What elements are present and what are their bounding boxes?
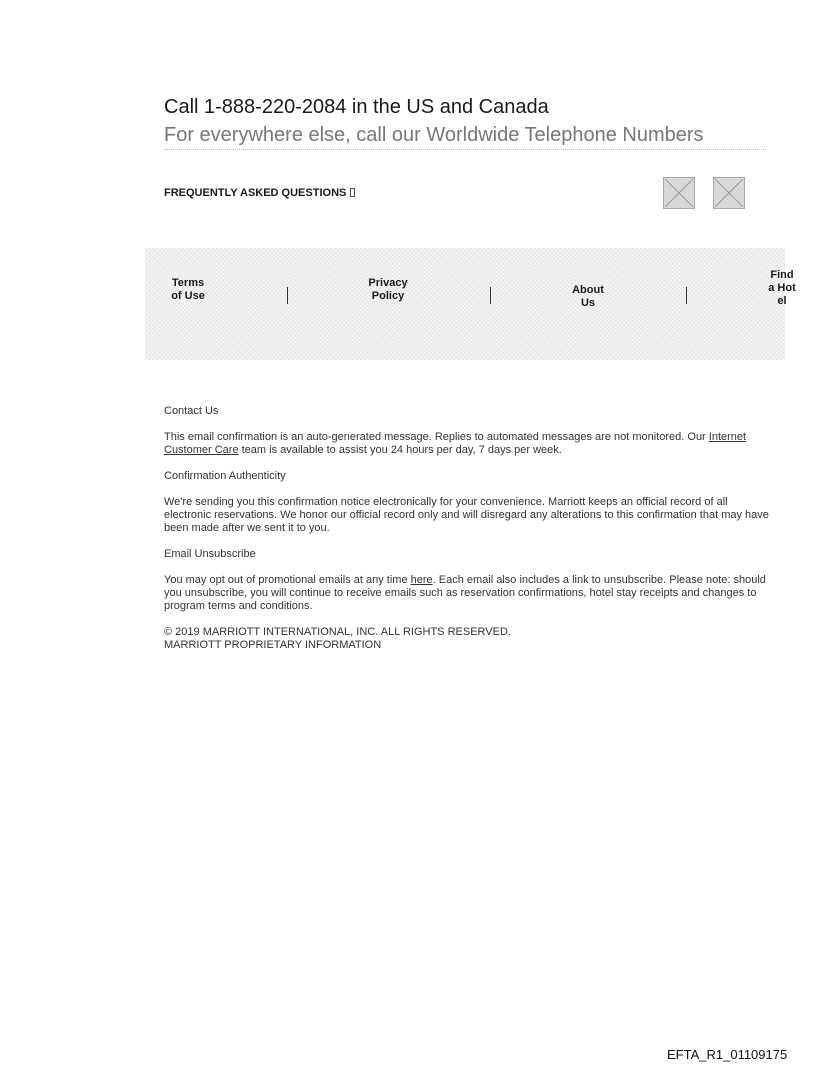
authenticity-heading: Confirmation Authenticity [164,470,286,482]
footer-text-block [164,405,774,652]
nav-find-a-hotel[interactable]: Find a Hotel [768,269,796,307]
unsubscribe-paragraph [164,574,774,613]
worldwide-numbers-link[interactable]: For everywhere else, call our Worldwide Telephone Numbers [164,124,766,150]
nav-separator [287,287,288,304]
broken-image-icon[interactable] [663,177,695,209]
faq-label: FREQUENTLY ASKED QUESTIONS [164,187,347,199]
unsubscribe-text-2: . Each email also includes a link to unsubscribe. Please note: should you unsubscribe, you will continue to receive emails such as reservation confirmations, hotel stay receipts and changes to program terms and conditions. [164,574,766,612]
broken-image-icon[interactable] [713,177,745,209]
copyright-line: © 2019 MARRIOTT INTERNATIONAL, INC. ALL RIGHTS RESERVED. [164,626,511,638]
footer-nav-band [145,248,785,360]
call-phone-line: Call 1-888-220-2084 in the US and Canada [164,96,549,118]
faq-link[interactable] [164,187,355,199]
proprietary-line: MARRIOTT PROPRIETARY INFORMATION [164,639,382,651]
document-id: EFTA_R1_01109175 [667,1047,788,1062]
internet-customer-care-link[interactable]: Internet Customer Care [164,431,747,456]
contact-heading: Contact Us [164,405,219,417]
nav-separator [490,287,491,304]
contact-paragraph [164,431,774,457]
authenticity-paragraph: We're sending you this confirmation notice electronically for your convenience. Marriott keeps an official record of all electronic reservations. We honor our official record only and will disregard any alterations to this confirmation that may have been made after we sent it to you. [164,496,769,534]
unsubscribe-text-1: You may opt out of promotional emails at any time [164,574,411,586]
broken-image-cross-icon [664,178,694,208]
contact-text-2: team is available to assist you 24 hours per day, 7 days per week. [238,444,562,456]
nav-separator [686,287,687,304]
contact-text-1: This email confirmation is an auto-generated message. Replies to automated messages are not monitored. Our [164,431,709,443]
nav-terms-of-use[interactable]: Terms of Use [171,277,205,302]
missing-glyph-icon [350,188,355,197]
broken-image-cross-icon [714,178,744,208]
unsubscribe-here-link[interactable]: here [410,574,433,586]
nav-about-us[interactable]: About Us [572,284,604,309]
unsubscribe-heading: Email Unsubscribe [164,548,256,560]
nav-privacy-policy[interactable]: Privacy Policy [368,277,408,302]
